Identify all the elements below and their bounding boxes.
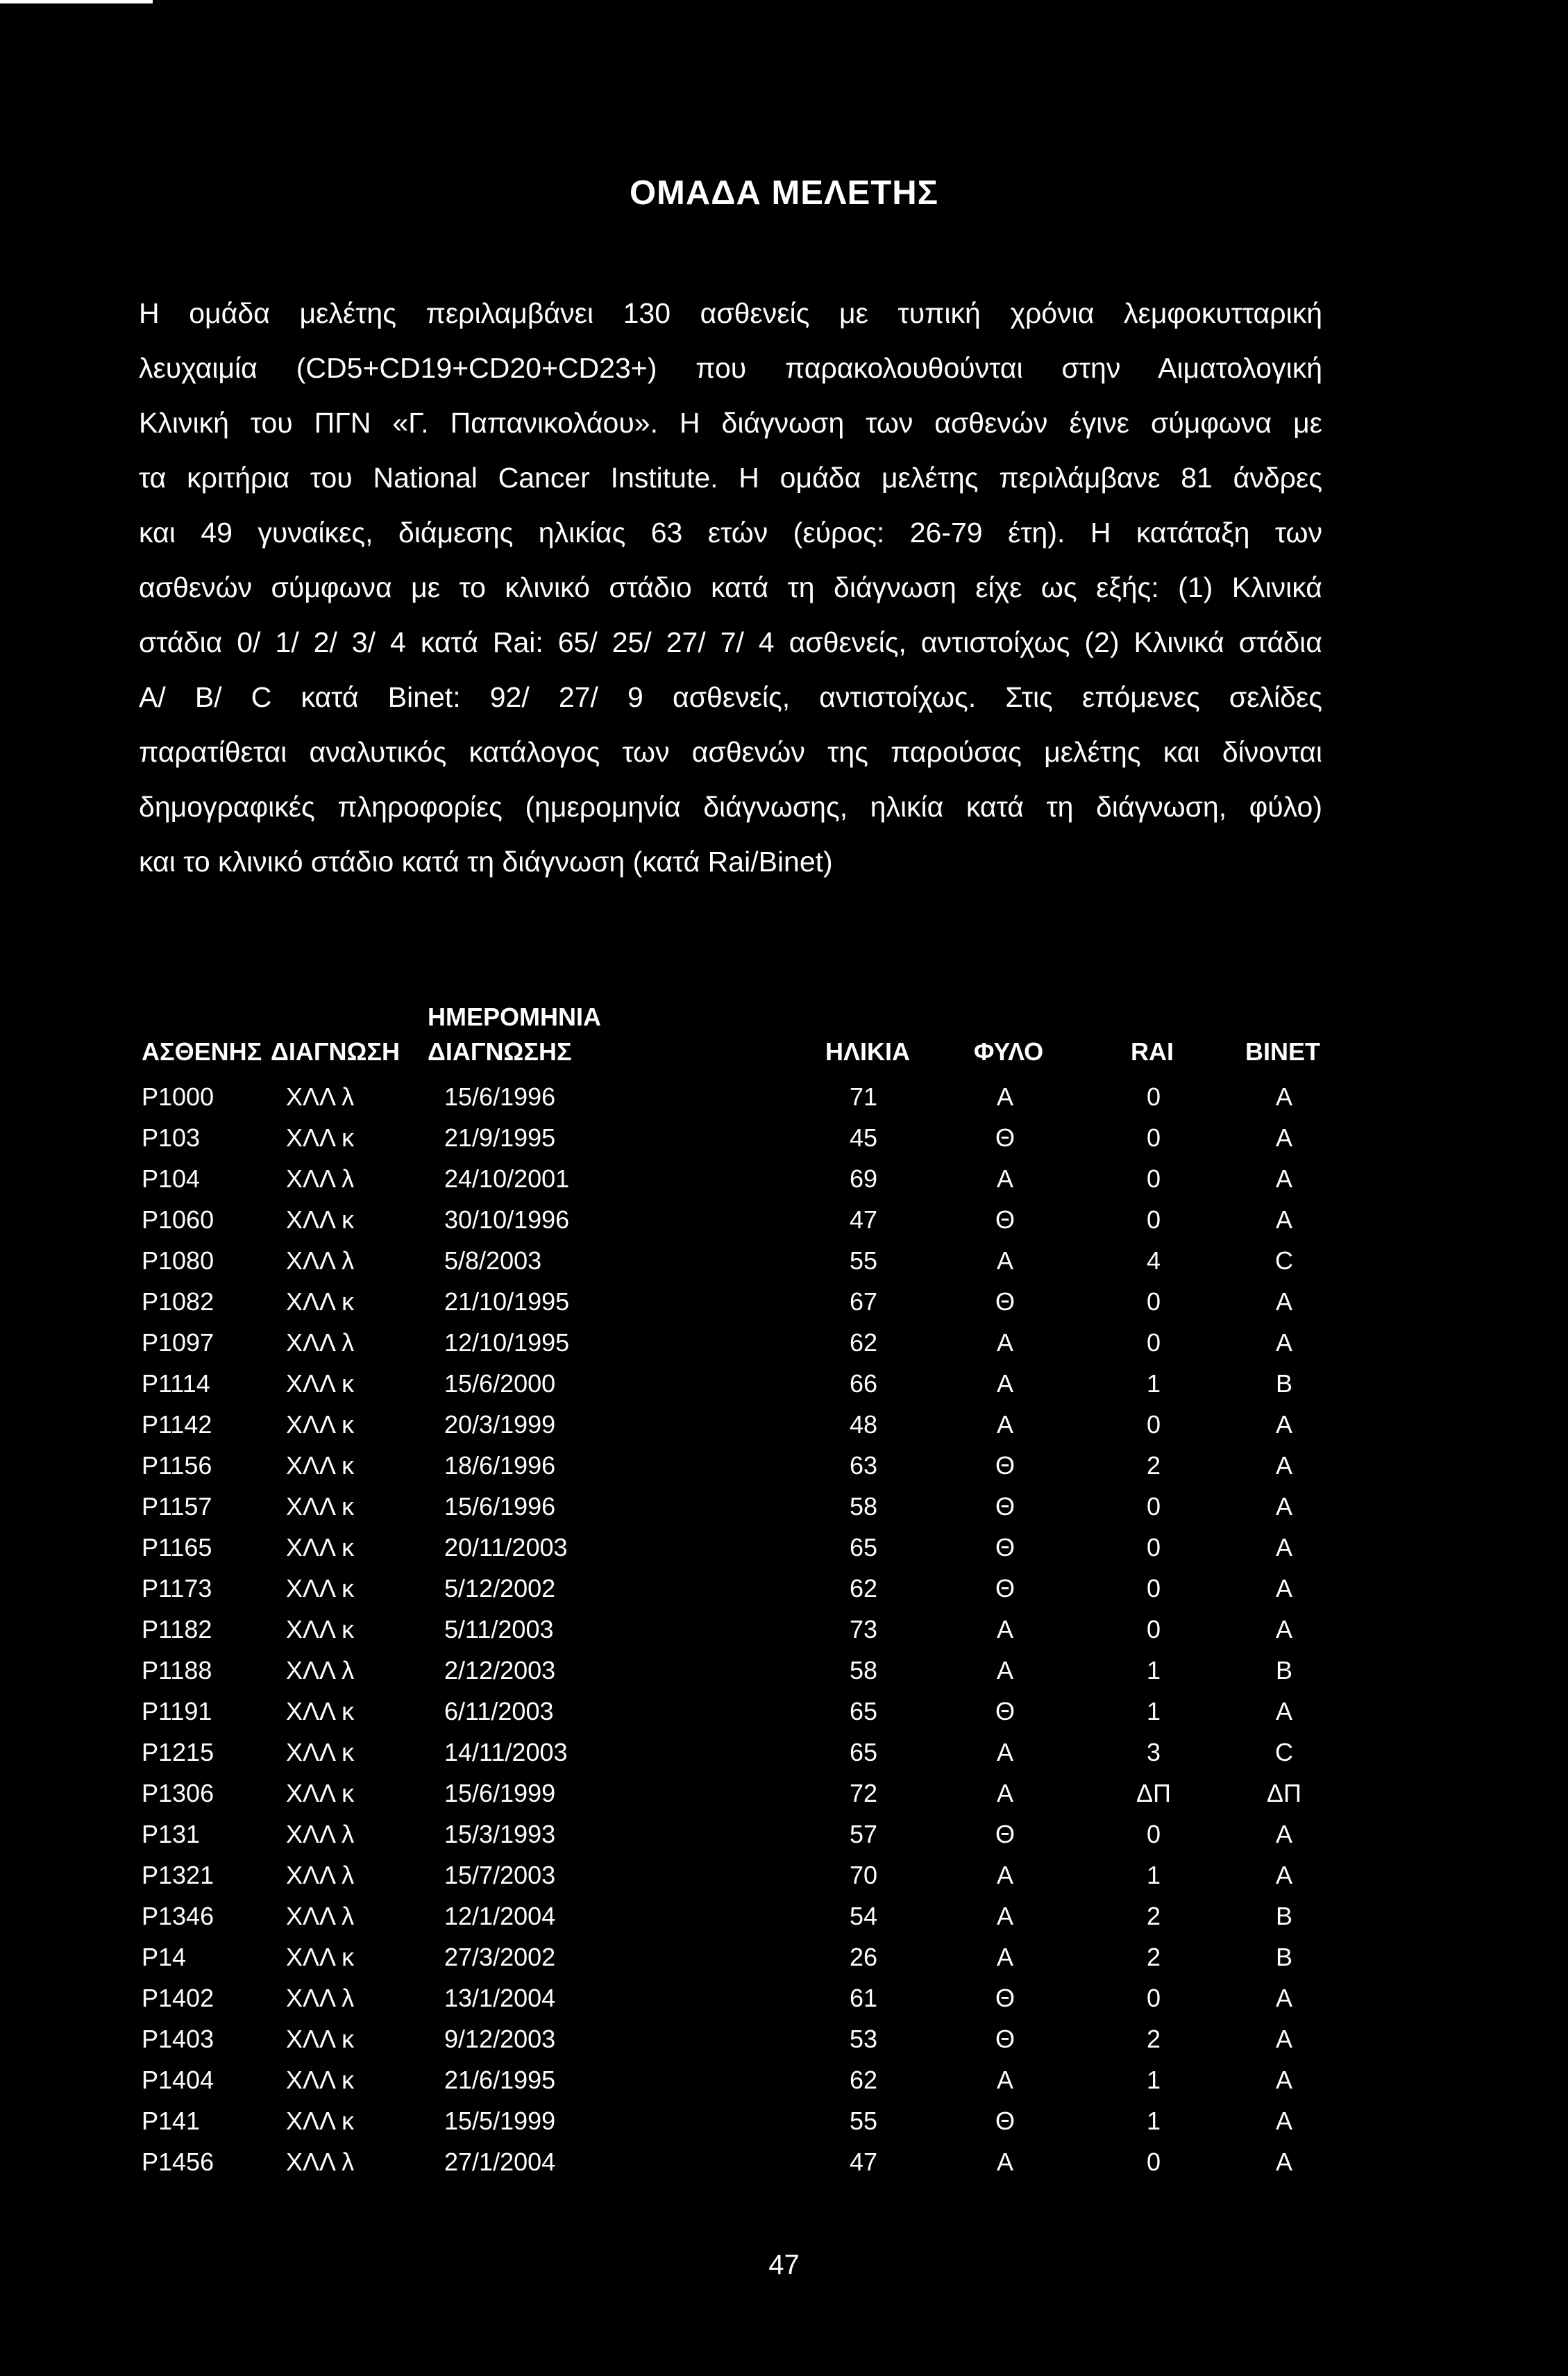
- cell-patient: P1321: [142, 1861, 214, 1889]
- intro-paragraph: [139, 286, 1322, 889]
- cell-diagnosis: ΧΛΛ κ: [286, 1410, 355, 1439]
- table-row: P1182 ΧΛΛ κ 5/11/2003 73 Α 0 A: [0, 1609, 1568, 1650]
- cell-date: 20/3/1999: [444, 1410, 556, 1439]
- cell-patient: P14: [142, 1943, 187, 1971]
- paragraph-line: τα κριτήρια του National Cancer Institute. Η ομάδα μελέτης περιλάμβανε 81 άνδρες: [139, 462, 1322, 494]
- table-row: P1114 ΧΛΛ κ 15/6/2000 66 Α 1 B: [0, 1363, 1568, 1404]
- cell-patient: P1346: [142, 1902, 214, 1930]
- cell-diagnosis: ΧΛΛ κ: [286, 1779, 355, 1807]
- cell-date: 5/11/2003: [444, 1615, 554, 1643]
- cell-diagnosis: ΧΛΛ κ: [286, 1533, 355, 1562]
- cell-diagnosis: ΧΛΛ κ: [286, 1492, 355, 1521]
- date-header-top: ΗΜΕΡΟΜΗΝΙΑ: [428, 1003, 601, 1031]
- table-row: P103 ΧΛΛ κ 21/9/1995 45 Θ 0 A: [0, 1117, 1568, 1158]
- section-heading: ΟΜΑΔΑ ΜΕΛΕΤΗΣ: [629, 174, 939, 212]
- cell-patient: P141: [142, 2107, 201, 2135]
- table-row: P1456 ΧΛΛ λ 27/1/2004 47 Α 0 A: [0, 2141, 1568, 2182]
- cell-patient: P1188: [142, 1656, 212, 1684]
- paragraph-line: λευχαιμία (CD5+CD19+CD20+CD23+) που παρακολουθούνται στην Αιματολογική: [139, 352, 1322, 384]
- table-row: P14 ΧΛΛ κ 27/3/2002 26 Α 2 B: [0, 1936, 1568, 1977]
- table-row: P1157 ΧΛΛ κ 15/6/1996 58 Θ 0 A: [0, 1486, 1568, 1527]
- cell-diagnosis: ΧΛΛ κ: [286, 1615, 355, 1643]
- table-row: P1080 ΧΛΛ λ 5/8/2003 55 Α 4 C: [0, 1240, 1568, 1281]
- cell-diagnosis: ΧΛΛ λ: [286, 1861, 355, 1889]
- cell-patient: P1403: [142, 2025, 214, 2053]
- cell-diagnosis: ΧΛΛ κ: [286, 2025, 355, 2053]
- table-row: P1188 ΧΛΛ λ 2/12/2003 58 Α 1 B: [0, 1650, 1568, 1691]
- header-patient: ΑΣΘΕΝΗΣ: [142, 1037, 262, 1066]
- cell-date: 14/11/2003: [444, 1738, 568, 1766]
- cell-date: 15/6/1996: [444, 1082, 556, 1111]
- paragraph-line: δημογραφικές πληροφορίες (ημερομηνία διάγνωσης, ηλικία κατά τη διάγνωση, φύλο): [139, 791, 1322, 823]
- cell-patient: P1191: [142, 1697, 212, 1725]
- cell-diagnosis: ΧΛΛ κ: [286, 1287, 355, 1316]
- table-row: P1156 ΧΛΛ κ 18/6/1996 63 Θ 2 A: [0, 1445, 1568, 1486]
- cell-date: 15/6/1999: [444, 1779, 556, 1807]
- table-row: P1306 ΧΛΛ κ 15/6/1999 72 Α ΔΠ ΔΠ: [0, 1773, 1568, 1814]
- cell-date: 5/12/2002: [444, 1574, 556, 1603]
- cell-patient: P1142: [142, 1410, 212, 1439]
- cell-date: 12/1/2004: [444, 1902, 556, 1930]
- cell-date: 9/12/2003: [444, 2025, 556, 2053]
- cell-diagnosis: ΧΛΛ λ: [286, 1984, 355, 2012]
- paragraph-line: Κλινική του ΠΓΝ «Γ. Παπανικολάου». Η διάγνωση των ασθενών έγινε σύμφωνα με: [139, 407, 1322, 439]
- cell-patient: P1215: [142, 1738, 214, 1766]
- cell-date: 21/9/1995: [444, 1123, 556, 1152]
- cell-diagnosis: ΧΛΛ κ: [286, 1369, 355, 1398]
- cell-diagnosis: ΧΛΛ κ: [286, 1943, 355, 1971]
- paragraph-line: Η ομάδα μελέτης περιλαμβάνει 130 ασθενείς με τυπική χρόνια λεμφοκυτταρική: [139, 297, 1322, 329]
- cell-patient: P103: [142, 1123, 201, 1152]
- cell-date: 15/5/1999: [444, 2107, 556, 2135]
- cell-date: 2/12/2003: [444, 1656, 556, 1684]
- table-row: P1173 ΧΛΛ κ 5/12/2002 62 Θ 0 A: [0, 1568, 1568, 1609]
- table-row: P1165 ΧΛΛ κ 20/11/2003 65 Θ 0 A: [0, 1527, 1568, 1568]
- table-row: P1403 ΧΛΛ κ 9/12/2003 53 Θ 2 A: [0, 2018, 1568, 2059]
- cell-diagnosis: ΧΛΛ λ: [286, 1820, 355, 1848]
- cell-date: 20/11/2003: [444, 1533, 568, 1562]
- cell-date: 15/7/2003: [444, 1861, 556, 1889]
- table-row: P1215 ΧΛΛ κ 14/11/2003 65 Α 3 C: [0, 1732, 1568, 1773]
- cell-diagnosis: ΧΛΛ κ: [286, 1123, 355, 1152]
- cell-diagnosis: ΧΛΛ λ: [286, 2148, 355, 2176]
- top-rule: [0, 0, 153, 3]
- header-diagnosis: ΔΙΑΓΝΩΣΗ: [271, 1037, 400, 1066]
- table-row: P1402 ΧΛΛ λ 13/1/2004 61 Θ 0 A: [0, 1977, 1568, 2018]
- cell-diagnosis: ΧΛΛ λ: [286, 1902, 355, 1930]
- cell-date: 6/11/2003: [444, 1697, 554, 1725]
- cell-diagnosis: ΧΛΛ κ: [286, 2066, 355, 2094]
- cell-date: 5/8/2003: [444, 1246, 542, 1275]
- cell-patient: P1165: [142, 1533, 212, 1562]
- page-number: 47: [768, 2250, 800, 2280]
- paragraph-line: και 49 γυναίκες, διάμεσης ηλικίας 63 ετών (εύρος: 26-79 έτη). Η κατάταξη των: [139, 517, 1322, 549]
- cell-patient: P131: [142, 1820, 201, 1848]
- table-row: P131 ΧΛΛ λ 15/3/1993 57 Θ 0 A: [0, 1814, 1568, 1855]
- cell-diagnosis: ΧΛΛ κ: [286, 2107, 355, 2135]
- cell-date: 15/6/1996: [444, 1492, 556, 1521]
- header-date: ΔΙΑΓΝΩΣΗΣ: [428, 1037, 572, 1066]
- cell-patient: P1082: [142, 1287, 214, 1316]
- table-row: P104 ΧΛΛ λ 24/10/2001 69 Α 0 A: [0, 1158, 1568, 1199]
- paragraph-line: Α/ Β/ C κατά Binet: 92/ 27/ 9 ασθενείς, αντιστοίχως. Στις επόμενες σελίδες: [139, 681, 1322, 713]
- cell-patient: P1182: [142, 1615, 212, 1643]
- cell-diagnosis: ΧΛΛ κ: [286, 1205, 355, 1234]
- cell-date: 21/6/1995: [444, 2066, 556, 2094]
- cell-patient: P1114: [142, 1369, 210, 1398]
- table-row: P1082 ΧΛΛ κ 21/10/1995 67 Θ 0 A: [0, 1281, 1568, 1322]
- table-row: P1060 ΧΛΛ κ 30/10/1996 47 Θ 0 A: [0, 1199, 1568, 1240]
- paragraph-line: ασθενών σύμφωνα με το κλινικό στάδιο κατά τη διάγνωση είχε ως εξής: (1) Κλινικά: [139, 571, 1322, 603]
- cell-diagnosis: ΧΛΛ κ: [286, 1697, 355, 1725]
- cell-date: 15/6/2000: [444, 1369, 556, 1398]
- cell-date: 27/3/2002: [444, 1943, 556, 1971]
- cell-date: 30/10/1996: [444, 1205, 570, 1234]
- cell-patient: P1306: [142, 1779, 214, 1807]
- cell-patient: P1173: [142, 1574, 212, 1603]
- table-row: P1346 ΧΛΛ λ 12/1/2004 54 Α 2 B: [0, 1896, 1568, 1936]
- cell-diagnosis: ΧΛΛ λ: [286, 1328, 355, 1357]
- cell-patient: P1097: [142, 1328, 214, 1357]
- table-header-row: ΑΣΘΕΝΗΣ ΔΙΑΓΝΩΣΗ ΔΙΑΓΝΩΣΗΣ ΗΛΙΚΙΑ ΦΥΛΟ RAI BINET: [0, 1035, 1568, 1069]
- cell-date: 21/10/1995: [444, 1287, 570, 1316]
- cell-diagnosis: ΧΛΛ κ: [286, 1451, 355, 1480]
- cell-diagnosis: ΧΛΛ λ: [286, 1164, 355, 1193]
- cell-date: 15/3/1993: [444, 1820, 556, 1848]
- cell-diagnosis: ΧΛΛ λ: [286, 1246, 355, 1275]
- cell-date: 12/10/1995: [444, 1328, 570, 1357]
- paragraph-line: και το κλινικό στάδιο κατά τη διάγνωση (κατά Rai/Binet): [139, 846, 833, 878]
- cell-diagnosis: ΧΛΛ κ: [286, 1574, 355, 1603]
- table-row: P1191 ΧΛΛ κ 6/11/2003 65 Θ 1 A: [0, 1691, 1568, 1732]
- cell-patient: P1060: [142, 1205, 214, 1234]
- paragraph-line: παρατίθεται αναλυτικός κατάλογος των ασθενών της παρούσας μελέτης και δίνονται: [139, 736, 1322, 768]
- cell-patient: P1080: [142, 1246, 214, 1275]
- cell-date: 24/10/2001: [444, 1164, 570, 1193]
- cell-diagnosis: ΧΛΛ λ: [286, 1656, 355, 1684]
- cell-date: 27/1/2004: [444, 2148, 556, 2176]
- cell-patient: P1000: [142, 1082, 214, 1111]
- table-row: P1097 ΧΛΛ λ 12/10/1995 62 Α 0 A: [0, 1322, 1568, 1363]
- table-row: P1404 ΧΛΛ κ 21/6/1995 62 Α 1 A: [0, 2059, 1568, 2100]
- cell-diagnosis: ΧΛΛ λ: [286, 1082, 355, 1111]
- table-row: P1000 ΧΛΛ λ 15/6/1996 71 Α 0 A: [0, 1076, 1568, 1117]
- cell-patient: P1404: [142, 2066, 214, 2094]
- cell-diagnosis: ΧΛΛ κ: [286, 1738, 355, 1766]
- paragraph-line: στάδια 0/ 1/ 2/ 3/ 4 κατά Rai: 65/ 25/ 27/ 7/ 4 ασθενείς, αντιστοίχως (2) Κλινικά στάδια: [139, 626, 1322, 658]
- table-body: [0, 1076, 1568, 2182]
- cell-date: 18/6/1996: [444, 1451, 556, 1480]
- table-row: P1142 ΧΛΛ κ 20/3/1999 48 Α 0 A: [0, 1404, 1568, 1445]
- cell-patient: P1456: [142, 2148, 214, 2176]
- table-row: P1321 ΧΛΛ λ 15/7/2003 70 Α 1 A: [0, 1855, 1568, 1896]
- cell-patient: P1157: [142, 1492, 212, 1521]
- table-row: P141 ΧΛΛ κ 15/5/1999 55 Θ 1 A: [0, 2100, 1568, 2141]
- cell-patient: P1156: [142, 1451, 212, 1480]
- cell-patient: P1402: [142, 1984, 214, 2012]
- cell-patient: P104: [142, 1164, 201, 1193]
- cell-date: 13/1/2004: [444, 1984, 556, 2012]
